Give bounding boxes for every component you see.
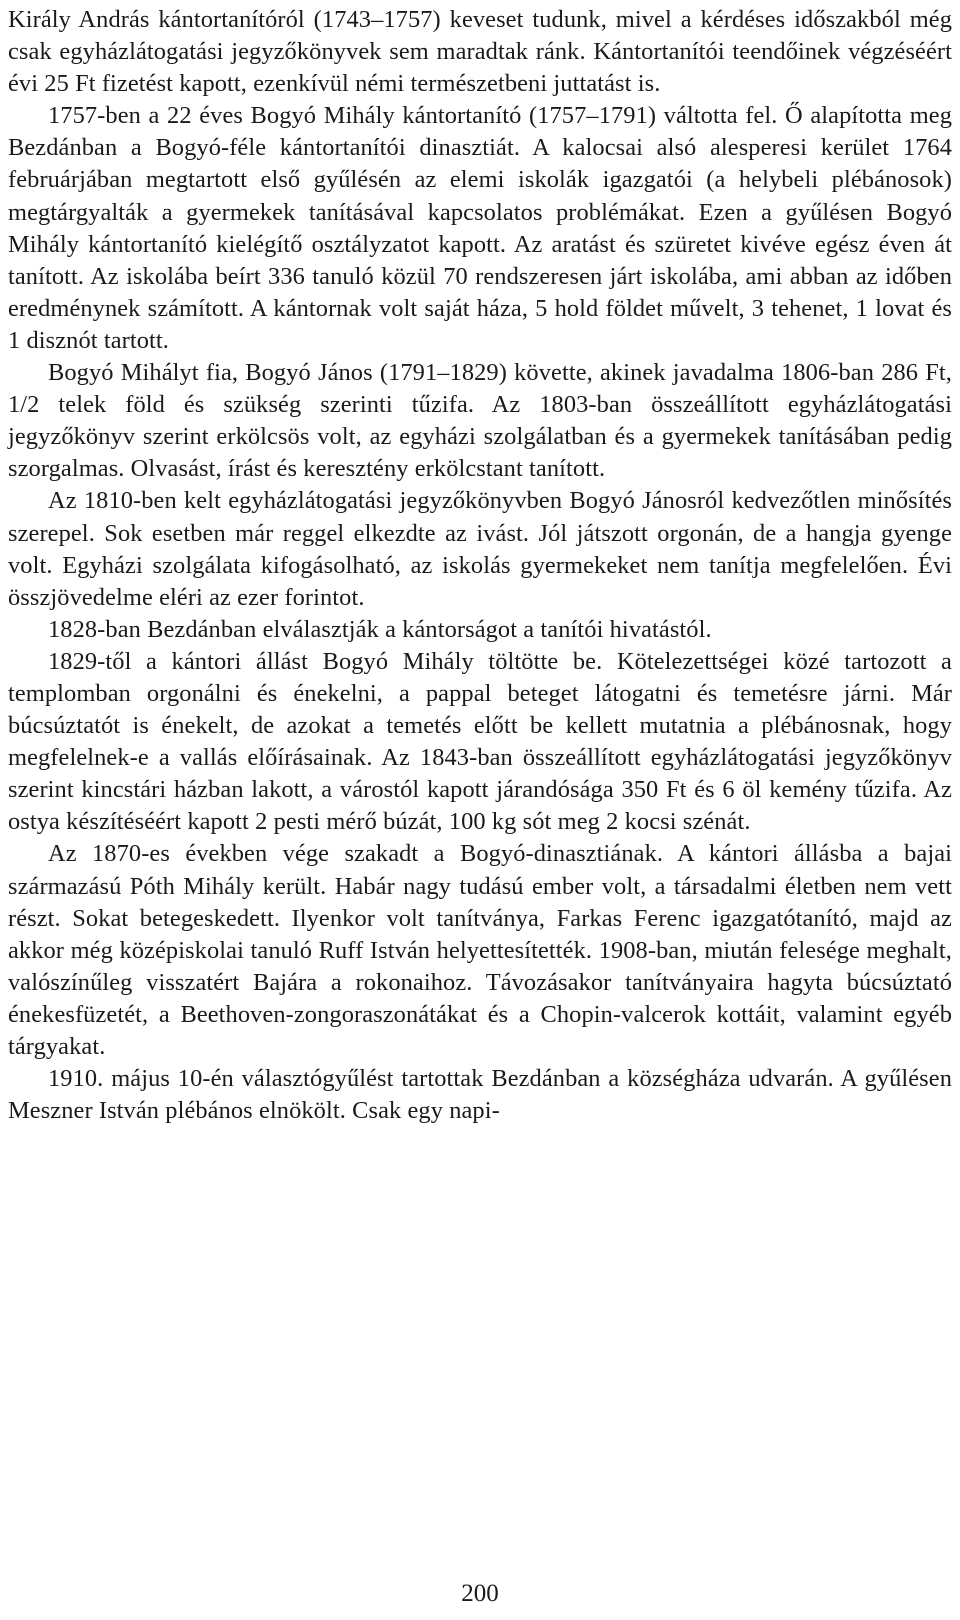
paragraph-4: Az 1810-ben kelt egyházlátogatási jegyzőkönyvben Bogyó Jánosról kedvezőtlen minősítés szerepel. Sok esetben már reggel elkezdte az ivást. Jól játszott orgonán, de a hangja gyenge volt. Egyházi szolgálata kifogásolható, az iskolás gyermekeket nem tanítja megfelelően. Évi összjövedelme eléri az ezer forintot.: [8, 487, 952, 611]
paragraph-8: 1910. május 10-én választógyűlést tartottak Bezdánban a községháza udvarán. A gyűlésen Meszner István plébános elnökölt. Csak egy napi-: [8, 1065, 952, 1125]
document-body: [8, 4, 952, 1127]
page-number: 200: [461, 1580, 499, 1607]
paragraph-3: Bogyó Mihályt fia, Bogyó János (1791–1829) követte, akinek javadalma 1806-ban 286 Ft, 1/2 telek föld és szükség szerinti tűzifa. Az 1803-ban összeállított egyházlátogatási jegyzőkönyv szerint erkölcsös volt, az egyházi szolgálatban és a gyermekek tanításában pedig szorgalmas. Olvasást, írást és keresztény erkölcstant tanított.: [8, 359, 952, 483]
paragraph-6: 1829-től a kántori állást Bogyó Mihály töltötte be. Kötelezettségei közé tartozott a templomban orgonálni és énekelni, a pappal beteget látogatni és temetésre járni. Már búcsúztatót is énekelt, de azokat a temetés előtt be kellett mutatnia a plébánosnak, hogy megfelelnek-e a vallás előírásainak. Az 1843-ban összeállított egyházlátogatási jegyzőkönyv szerint kincstári házban lakott, a várostól kapott járandósága 350 Ft és 6 öl kemény tűzifa. Az ostya készítéséért kapott 2 pesti mérő búzát, 100 kg sót meg 2 kocsi szénát.: [8, 647, 952, 836]
paragraph-2: 1757-ben a 22 éves Bogyó Mihály kántortanító (1757–1791) váltotta fel. Ő alapította meg Bezdánban a Bogyó-féle kántortanítói dinasztiát. A kalocsai alsó alesperesi kerület 1764 februárjában megtartott első gyűlésén az elemi iskolák igazgatói (a helybeli plébánosok) megtárgyalták a gyermekek tanításával kapcsolatos problémákat. Ezen a gyűlésen Bogyó Mihály kántortanító kielégítő osztályzatot kapott. Az aratást és szüretet kivéve egész éven át tanított. Az iskolába beírt 336 tanuló közül 70 rendszeresen járt iskolába, ami abban az időben eredménynek számított. A kántornak volt saját háza, 5 hold földet művelt, 3 tehenet, 1 lovat és 1 disznót tartott.: [8, 102, 952, 354]
paragraph-1: Király András kántortanítóról (1743–1757) keveset tudunk, mivel a kérdéses időszakból még csak egyházlátogatási jegyzőkönyvek sem maradtak ránk. Kántortanítói teendőinek végzéséért évi 25 Ft fizetést kapott, ezenkívül némi természetbeni juttatást is.: [8, 6, 952, 98]
paragraph-5: 1828-ban Bezdánban elválasztják a kántorságot a tanítói hivatástól.: [48, 615, 712, 643]
paragraph-7: Az 1870-es években vége szakadt a Bogyó-dinasztiának. A kántori állásba a bajai származású Póth Mihály került. Habár nagy tudású ember volt, a társadalmi életben nem vett részt. Sokat betegeskedett. Ilyenkor volt tanítványa, Farkas Ferenc igazgatótanító, majd az akkor még középiskolai tanuló Ruff István helyettesítették. 1908-ban, miután felesége meghalt, valószínűleg visszatért Bajára a rokonaihoz. Távozásakor tanítványaira hagyta búcsúztató énekesfüzetét, a Beethoven-zongoraszonátákat és a Chopin-valcerok kottáit, valamint egyéb tárgyakat.: [8, 840, 952, 1060]
